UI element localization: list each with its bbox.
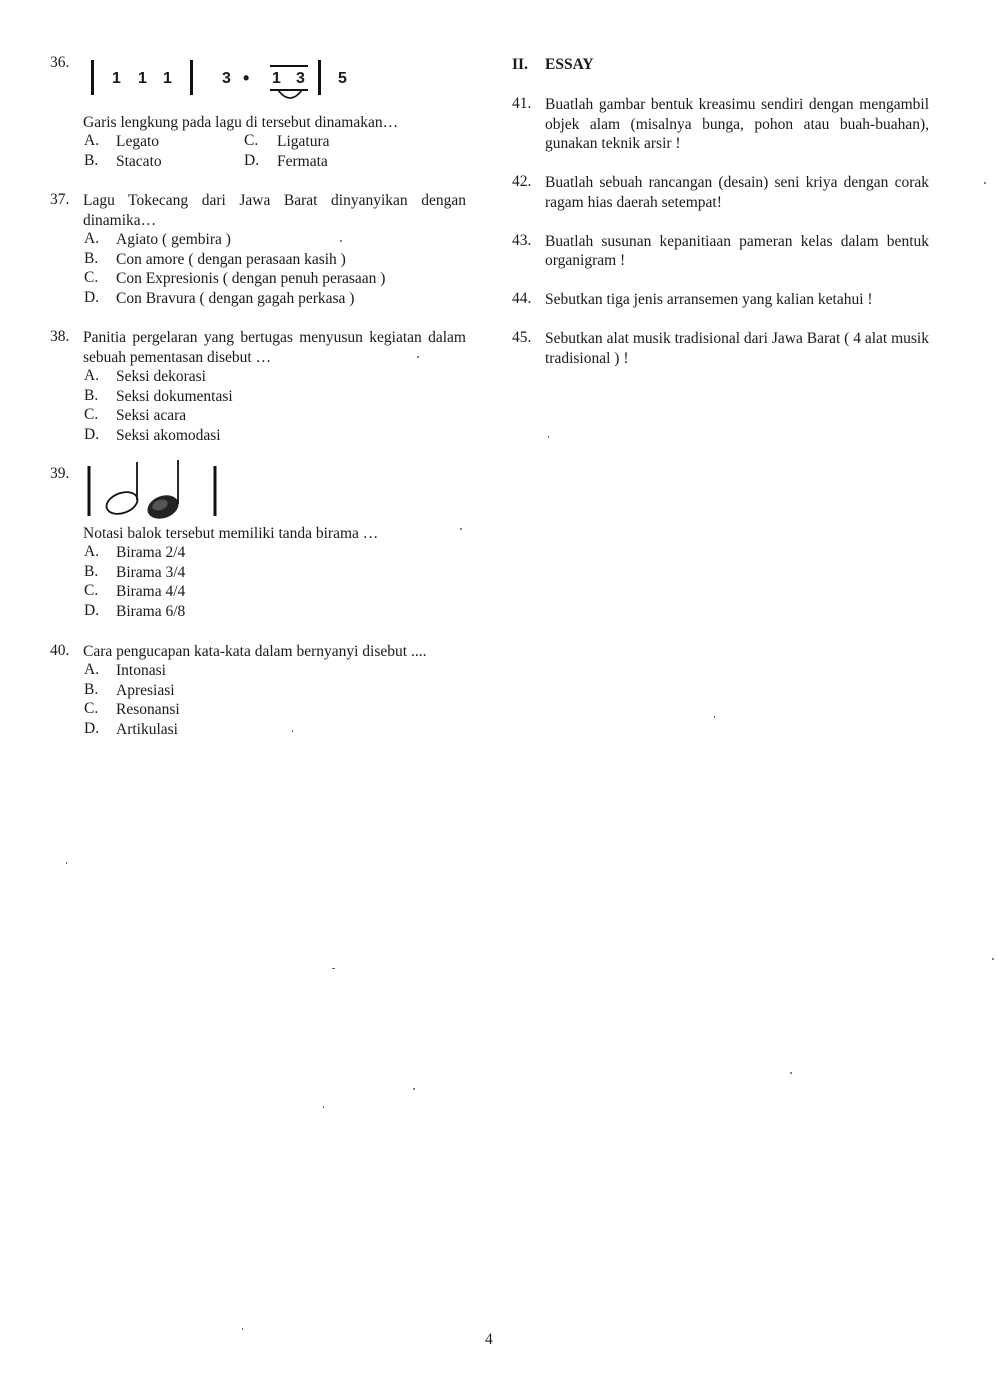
option-letter: C. bbox=[84, 582, 99, 599]
speck bbox=[417, 356, 419, 358]
option-letter: A. bbox=[84, 367, 100, 384]
question-text: Notasi balok tersebut memiliki tanda birama … bbox=[83, 525, 379, 542]
question-text: objek alam (misalnya bunga, pohon atau buah-buahan), bbox=[545, 116, 929, 133]
option-letter: C. bbox=[84, 700, 99, 717]
speck bbox=[413, 1088, 415, 1090]
option-letter: B. bbox=[84, 387, 99, 404]
option-letter: C. bbox=[244, 132, 259, 149]
option-letter: B. bbox=[84, 152, 99, 169]
question-number: 41. bbox=[512, 95, 532, 112]
option-text: Resonansi bbox=[116, 701, 180, 718]
speck bbox=[340, 240, 342, 242]
slur-curve bbox=[276, 88, 304, 102]
dot: • bbox=[243, 68, 250, 88]
option-text: Ligatura bbox=[277, 133, 330, 150]
question-text: Panitia pergelaran yang bertugas menyusun kegiatan dalam bbox=[83, 329, 466, 346]
option-text: Fermata bbox=[277, 153, 328, 170]
question-number: 37. bbox=[50, 191, 70, 208]
option-text: Apresiasi bbox=[116, 682, 175, 699]
speck bbox=[992, 958, 994, 960]
question-text: Lagu Tokecang dari Jawa Barat dinyanyikan dengan bbox=[83, 192, 466, 209]
question-text: ragam hias daerah setempat! bbox=[545, 194, 722, 211]
section-number: II. bbox=[512, 56, 528, 73]
note: 1 bbox=[138, 70, 147, 87]
option-letter: C. bbox=[84, 269, 99, 286]
speck bbox=[292, 730, 293, 732]
note: 1 bbox=[163, 70, 172, 87]
option-text: Birama 3/4 bbox=[116, 564, 186, 581]
option-text: Birama 4/4 bbox=[116, 583, 186, 600]
option-letter: D. bbox=[84, 289, 100, 306]
option-text: Birama 2/4 bbox=[116, 544, 186, 561]
note: 1 bbox=[112, 70, 121, 87]
option-letter: B. bbox=[84, 681, 99, 698]
option-text: Seksi dokumentasi bbox=[116, 388, 233, 405]
option-text: Agiato ( gembira ) bbox=[116, 231, 231, 248]
question-number: 36. bbox=[50, 54, 70, 71]
option-text: Stacato bbox=[116, 153, 162, 170]
option-letter: B. bbox=[84, 250, 99, 267]
option-text: Legato bbox=[116, 133, 160, 150]
option-text: Seksi dekorasi bbox=[116, 368, 206, 385]
option-text: Con Bravura ( dengan gagah perkasa ) bbox=[116, 290, 355, 307]
question-text: Garis lengkung pada lagu di tersebut dinamakan… bbox=[83, 114, 399, 131]
speck bbox=[242, 1328, 243, 1330]
question-text: gunakan teknik arsir ! bbox=[545, 135, 681, 152]
option-letter: A. bbox=[84, 661, 100, 678]
barline bbox=[190, 60, 193, 95]
option-letter: A. bbox=[84, 132, 100, 149]
barline bbox=[91, 60, 94, 95]
option-letter: C. bbox=[84, 406, 99, 423]
speck bbox=[460, 528, 462, 530]
question-text: Buatlah susunan kepanitiaan pameran kelas dalam bentuk bbox=[545, 233, 929, 250]
speck bbox=[548, 436, 549, 438]
option-text: Seksi akomodasi bbox=[116, 427, 221, 444]
section-title: ESSAY bbox=[545, 56, 594, 73]
speck bbox=[66, 862, 67, 864]
option-text: Artikulasi bbox=[116, 721, 178, 738]
question-number: 43. bbox=[512, 232, 532, 249]
question-text: Buatlah sebuah rancangan (desain) seni kriya dengan corak bbox=[545, 174, 929, 191]
question-text: sebuah pementasan disebut … bbox=[83, 349, 272, 366]
question-number: 38. bbox=[50, 328, 70, 345]
question-text: Sebutkan tiga jenis arransemen yang kalian ketahui ! bbox=[545, 291, 873, 308]
beam-line bbox=[270, 65, 308, 67]
option-letter: D. bbox=[84, 602, 100, 619]
barline bbox=[318, 60, 321, 95]
option-letter: D. bbox=[84, 426, 100, 443]
speck bbox=[714, 716, 715, 718]
question-number: 44. bbox=[512, 290, 532, 307]
question-text: Sebutkan alat musik tradisional dari Jawa Barat ( 4 alat musik bbox=[545, 330, 929, 347]
speck bbox=[332, 968, 335, 969]
note: 3 bbox=[222, 70, 231, 87]
option-text: Con Expresionis ( dengan penuh perasaan ) bbox=[116, 270, 386, 287]
option-text: Seksi acara bbox=[116, 407, 187, 424]
note: 1 bbox=[272, 70, 281, 87]
question-text: tradisional ) ! bbox=[545, 350, 629, 367]
note: 3 bbox=[296, 70, 305, 87]
speck bbox=[323, 1106, 324, 1108]
option-text: Birama 6/8 bbox=[116, 603, 186, 620]
question-number: 45. bbox=[512, 329, 532, 346]
page-number: 4 bbox=[485, 1331, 493, 1348]
question-text: dinamika… bbox=[83, 212, 157, 229]
question-text: organigram ! bbox=[545, 252, 626, 269]
option-text: Con amore ( dengan perasaan kasih ) bbox=[116, 251, 346, 268]
staff-notation bbox=[80, 456, 230, 522]
option-letter: D. bbox=[244, 152, 260, 169]
note: 5 bbox=[338, 70, 347, 87]
option-letter: A. bbox=[84, 230, 100, 247]
question-number: 40. bbox=[50, 642, 70, 659]
question-number: 39. bbox=[50, 465, 70, 482]
option-letter: B. bbox=[84, 563, 99, 580]
question-text: Buatlah gambar bentuk kreasimu sendiri dengan mengambil bbox=[545, 96, 929, 113]
speck bbox=[790, 1072, 792, 1074]
option-letter: D. bbox=[84, 720, 100, 737]
question-number: 42. bbox=[512, 173, 532, 190]
speck bbox=[984, 182, 986, 184]
option-text: Intonasi bbox=[116, 662, 166, 679]
option-letter: A. bbox=[84, 543, 100, 560]
question-text: Cara pengucapan kata-kata dalam bernyanyi disebut .... bbox=[83, 643, 427, 660]
